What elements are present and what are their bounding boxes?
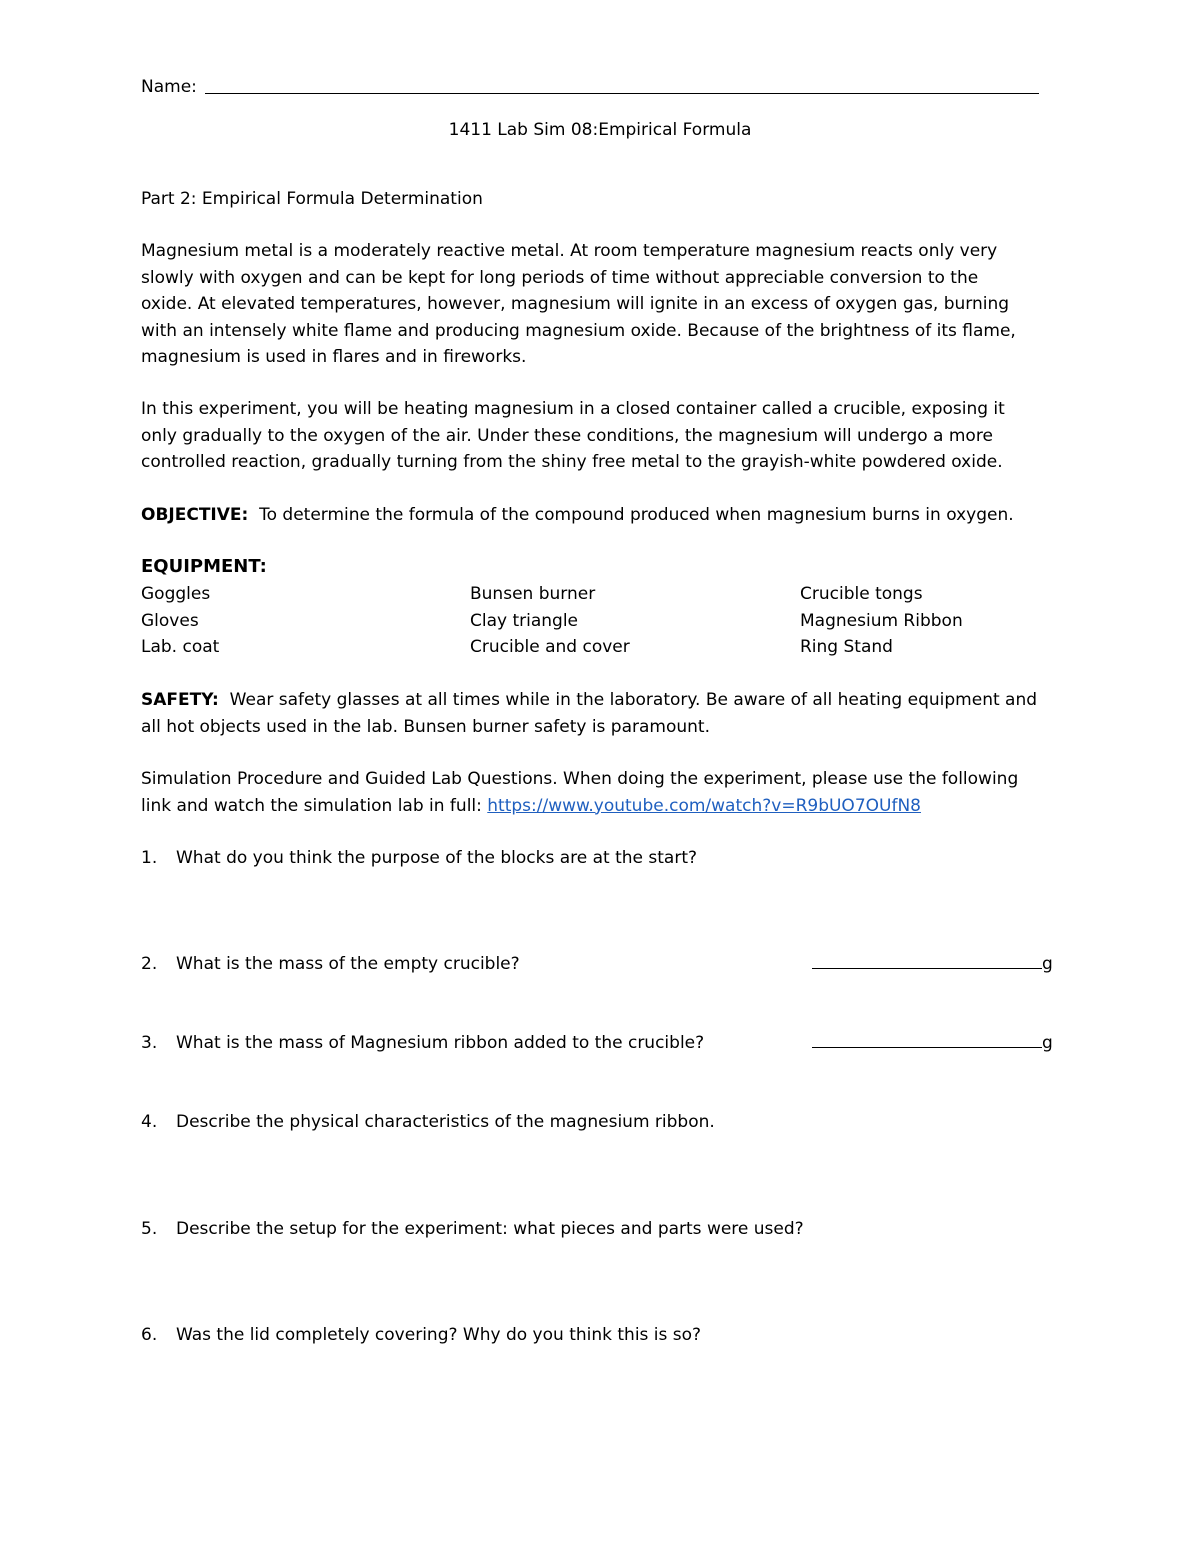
youtube-link[interactable]: https://www.youtube.com/watch?v=R9bUO7OUfN8 [487,795,921,816]
equipment-item: Goggles [141,584,211,604]
answer-unit: g [1042,1033,1053,1053]
experiment-line: In this experiment, you will be heating magnesium in a closed container called a crucible, exposing it [141,399,1005,419]
safety-paragraph [141,687,1061,740]
equipment-item: Clay triangle [470,610,579,631]
objective [141,502,1014,529]
equipment-item: Gloves [141,610,199,631]
question-text: Describe the setup for the experiment: what pieces and parts were used? [176,1219,804,1239]
experiment-line: controlled reaction, gradually turning from the shiny free metal to the grayish-white powdered oxide. [141,452,1003,472]
equipment-column [470,581,630,661]
question-number: 1. [141,848,158,868]
safety-label: SAFETY: [141,690,219,710]
simulation-paragraph [141,766,1061,819]
equipment-item: Magnesium Ribbon [800,610,963,631]
objective-label: OBJECTIVE: [141,505,249,525]
equipment-heading: EQUIPMENT: [141,556,267,577]
question-text: What is the mass of the empty crucible? [176,954,520,974]
safety-text: Wear safety glasses at all times while in the laboratory. Be aware of all heating equipment and [229,690,1038,710]
intro-line: magnesium is used in flares and in fireworks. [141,347,527,367]
equipment-item: Crucible and cover [470,637,630,657]
question-number: 6. [141,1325,158,1345]
question-4 [141,1109,715,1136]
safety-line [141,687,1061,714]
equipment-item: Ring Stand [800,637,893,657]
name-label: Name: [141,77,197,97]
question-number: 3. [141,1033,158,1053]
question-2 [141,951,520,978]
name-blank-line[interactable] [205,93,1039,94]
equipment-column [800,581,963,661]
question-number: 2. [141,954,158,974]
simulation-line: Simulation Procedure and Guided Lab Questions. When doing the experiment, please use the following [141,769,1019,789]
simulation-link-prefix: link and watch the simulation lab in full: [141,795,488,816]
question-3 [141,1030,704,1057]
question-number: 4. [141,1112,158,1132]
answer-unit: g [1042,954,1053,974]
question-1 [141,845,697,872]
part-heading: Part 2: Empirical Formula Determination [141,189,483,209]
intro-paragraph [141,238,1061,371]
experiment-line: only gradually to the oxygen of the air. Under these conditions, the magnesium will undergo a more [141,425,993,446]
intro-line: slowly with oxygen and can be kept for long periods of time without appreciable conversion to the [141,267,979,288]
answer-blank-3[interactable] [812,1030,1053,1057]
question-text: What is the mass of Magnesium ribbon added to the crucible? [176,1033,705,1053]
intro-line: Magnesium metal is a moderately reactive metal. At room temperature magnesium reacts only very [141,241,998,261]
equipment-item: Crucible tongs [800,584,923,604]
intro-line: with an intensely white flame and producing magnesium oxide. Because of the brightness of its flame, [141,320,1016,341]
equipment-column [141,581,219,661]
intro-line: oxide. At elevated temperatures, however, magnesium will ignite in an excess of oxygen gas, burning [141,294,1010,314]
question-text: Describe the physical characteristics of the magnesium ribbon. [176,1112,715,1132]
simulation-line [141,793,1061,820]
experiment-paragraph [141,396,1061,476]
question-number: 5. [141,1219,158,1239]
answer-blank-2[interactable] [812,951,1053,978]
objective-text: To determine the formula of the compound produced when magnesium burns in oxygen. [259,505,1014,525]
safety-line: all hot objects used in the lab. Bunsen burner safety is paramount. [141,716,711,737]
question-5 [141,1216,804,1243]
equipment-item: Bunsen burner [470,584,596,604]
question-6 [141,1322,701,1349]
page-title: 1411 Lab Sim 08:Empirical Formula [448,120,752,140]
answer-rule[interactable] [812,952,1042,969]
question-text: What do you think the purpose of the blocks are at the start? [176,848,698,868]
answer-rule[interactable] [812,1031,1042,1048]
question-text: Was the lid completely covering? Why do you think this is so? [176,1325,702,1345]
equipment-item: Lab. coat [141,637,220,657]
